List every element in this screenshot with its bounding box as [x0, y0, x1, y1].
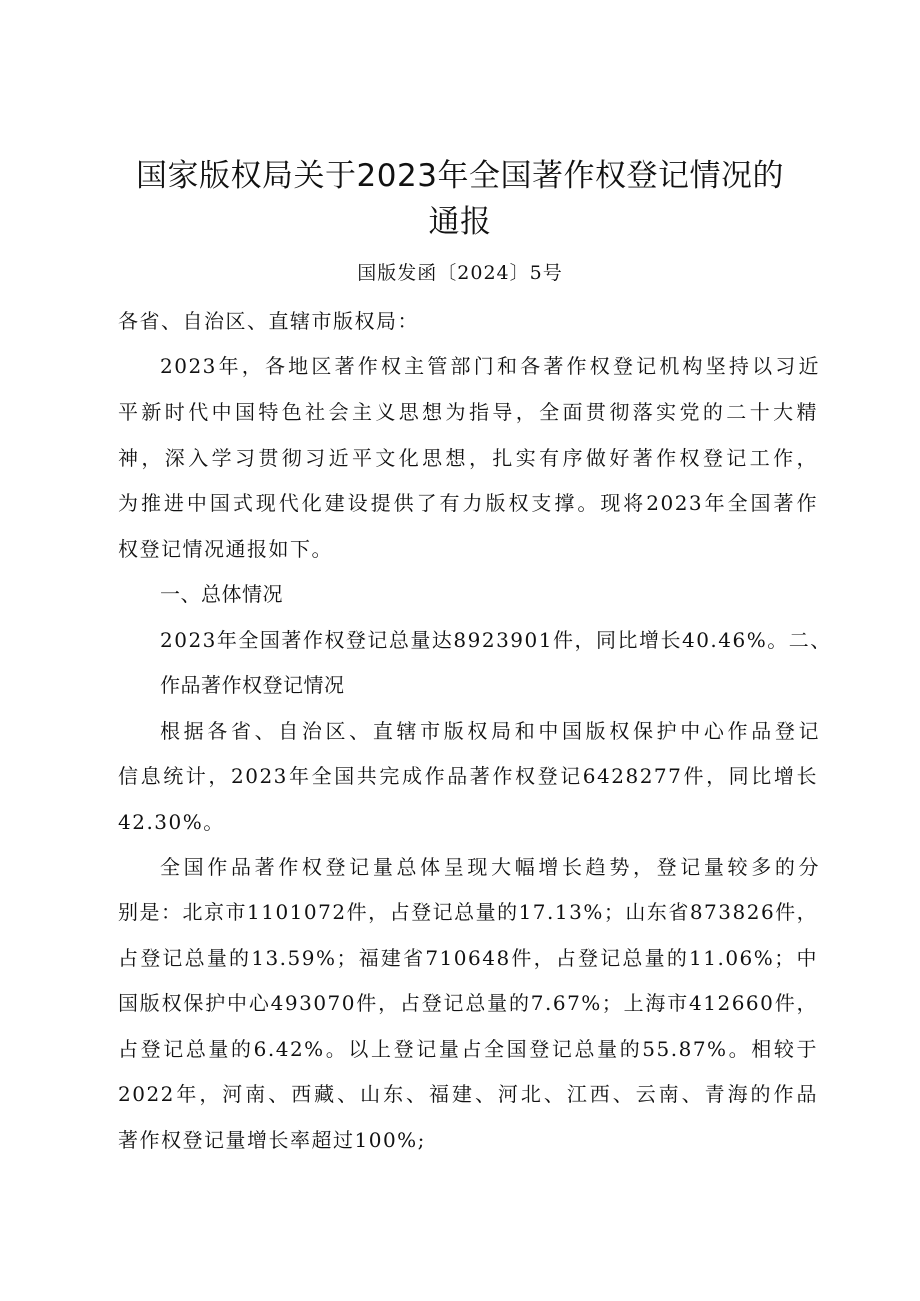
section-1-text: 2023年全国著作权登记总量达8923901件，同比增长40.46%。二、 — [160, 628, 832, 652]
section-2-para-2-line: 著作权登记量增长率超过100%; — [118, 1128, 426, 1152]
intro-line: 神，深入学习贯彻习近平文化思想，扎实有序做好著作权登记工作， — [118, 446, 818, 470]
section-2-para-1-line: 信息统计，2023年全国共完成作品著作权登记6428277件，同比增长 — [118, 764, 818, 788]
intro-line: 为推进中国式现代化建设提供了有力版权支撑。现将2023年全国著作 — [118, 491, 818, 515]
section-2-para-1-line: 42.30%。 — [118, 810, 225, 834]
section-2-para-2-line: 2022年，河南、西藏、山东、福建、河北、江西、云南、青海的作品 — [118, 1082, 818, 1106]
section-2-para-2-line: 全国作品著作权登记量总体呈现大幅增长趋势，登记量较多的分 — [160, 855, 820, 879]
intro-line: 平新时代中国特色社会主义思想为指导，全面贯彻落实党的二十大精 — [118, 400, 818, 424]
salutation: 各省、自治区、直辖市版权局： — [118, 309, 419, 333]
section-2-para-1-line: 根据各省、自治区、直辖市版权局和中国版权保护中心作品登记 — [160, 719, 820, 743]
section-2-heading: 作品著作权登记情况 — [160, 673, 345, 697]
section-1-heading: 一、总体情况 — [160, 582, 283, 606]
document-title-line-2: 通报 — [428, 204, 492, 240]
intro-line: 2023年，各地区著作权主管部门和各著作权登记机构坚持以习近 — [160, 354, 820, 378]
section-2-para-2-line: 占登记总量的6.42%。以上登记量占全国登记总量的55.87%。相较于 — [118, 1037, 818, 1061]
document-title-line-1: 国家版权局关于2023年全国著作权登记情况的 — [136, 158, 784, 194]
document-number: 国版发函〔2024〕5号 — [357, 262, 563, 284]
section-2-para-2-line: 占登记总量的13.59%；福建省710648件，占登记总量的11.06%；中 — [118, 946, 818, 970]
intro-line: 权登记情况通报如下。 — [118, 537, 333, 561]
section-2-para-2-line: 别是：北京市1101072件，占登记总量的17.13%；山东省873826件， — [118, 900, 819, 924]
section-2-para-2-line: 国版权保护中心493070件，占登记总量的7.67%；上海市412660件， — [118, 991, 818, 1015]
